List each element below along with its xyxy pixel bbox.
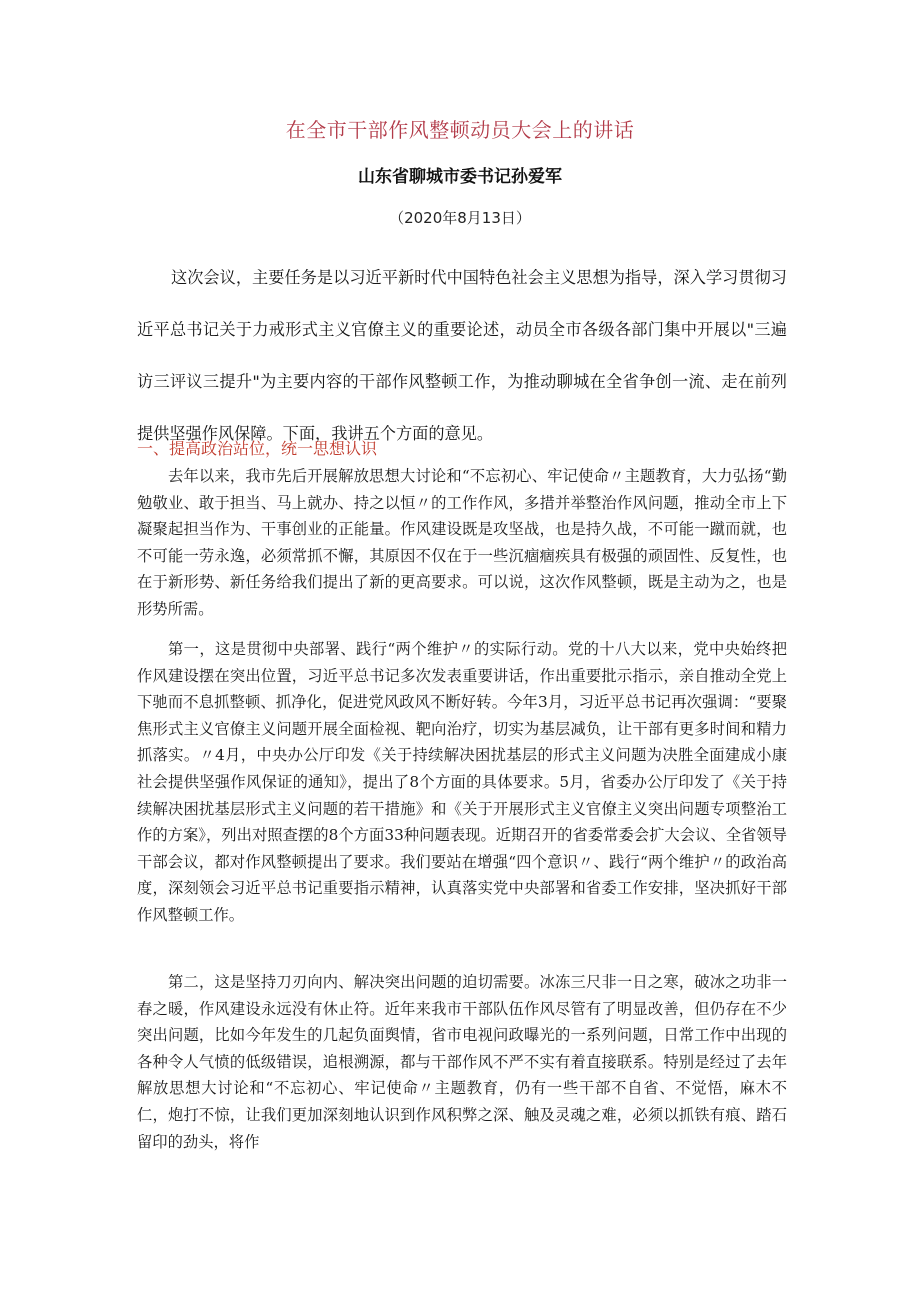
document-title: 在全市干部作风整顿动员大会上的讲话 bbox=[285, 118, 635, 142]
body-paragraph: 去年以来，我市先后开展解放思想大讨论和“不忘初心、牢记使命〃主题教育，大力弘扬“勤勉敬业、敢于担当、马上就办、持之以恒〃的工作作风，多措并举整治作风问题，推动全市上下凝聚起担当作为、干事创业的正能量。作风建设既是攻坚战，也是持久战，不可能一蹴而就，也不可能一劳永逸，必须常抓不懈，其原因不仅在于一些沉痼痼疾具有极强的顽固性、反复性，也在于新形势、新任务给我们提出了新的更高要求。可以说，这次作风整顿，既是主动为之，也是形势所需。 bbox=[137, 467, 787, 618]
author-line: 山东省聊城市委书记孙爱军 bbox=[358, 167, 562, 187]
body-paragraph: 第二，这是坚持刀刃向内、解决突出问题的迫切需要。冰冻三尺非一日之寒，破冰之功非一春之暖，作风建设永远没有休止符。近年来我市干部队伍作风尽管有了明显改善，但仍存在不少突出问题，比如今年发生的几起负面舆情，省市电视问政曝光的一系列问题，日常工作中出现的各种令人气愤的低级错误，追根溯源，都与干部作风不严不实有着直接联系。特别是经过了去年解放思想大讨论和“不忘初心、牢记使命〃主题教育，仍有一些干部不自省、不觉悟，麻木不仁，炮打不惊，让我们更加深刻地认识到作风积弊之深、触及灵魂之难，必须以抓铁有痕、踏石留印的劲头，将作 bbox=[137, 973, 787, 1151]
body-paragraph: 第一，这是贯彻中央部署、践行“两个维护〃的实际行动。党的十八大以来，党中央始终把作风建设摆在突出位置，习近平总书记多次发表重要讲话，作出重要批示指示，亲自推动全党上下驰而不息抓整顿、抓净化，促进党风政风不断好转。今年3月，习近平总书记再次强调：“要聚焦形式主义官僚主义问题开展全面检视、靶向治疗，切实为基层减负，让干部有更多时间和精力抓落实。〃4月，中央办公厅印发《关于持续解决困扰基层的形式主义问题为决胜全面建成小康社会提供坚强作风保证的通知》，提出了8个方面的具体要求。5月，省委办公厅印发了《关于持续解决困扰基层形式主义问题的若干措施》和《关于开展形式主义官僚主义突出问题专项整治工作的方案》，列出对照查摆的8个方面33种问题表现。近期召开的省委常委会扩大会议、全省领导干部会议，都对作风整顿提出了要求。我们要站在增强“四个意识〃、践行“两个维护〃的政治高度，深刻领会习近平总书记重要指示精神，认真落实党中央部署和省委工作安排，坚决抓好干部作风整顿工作。 bbox=[137, 640, 787, 924]
intro-paragraph: 这次会议，主要任务是以习近平新时代中国特色社会主义思想为指导，深入学习贯彻习近平总书记关于力戒形式主义官僚主义的重要论述，动员全市各级各部门集中开展以"三遍访三评议三提升"为主要内容的干部作风整顿工作，为推动聊城在全省争创一流、走在前列提供坚强作风保障。下面，我讲五个方面的意见。 bbox=[137, 268, 787, 443]
section-heading: 一、提高政治站位，统一思想认识 bbox=[137, 439, 378, 458]
date-line: （2020年8月13日） bbox=[389, 209, 531, 227]
